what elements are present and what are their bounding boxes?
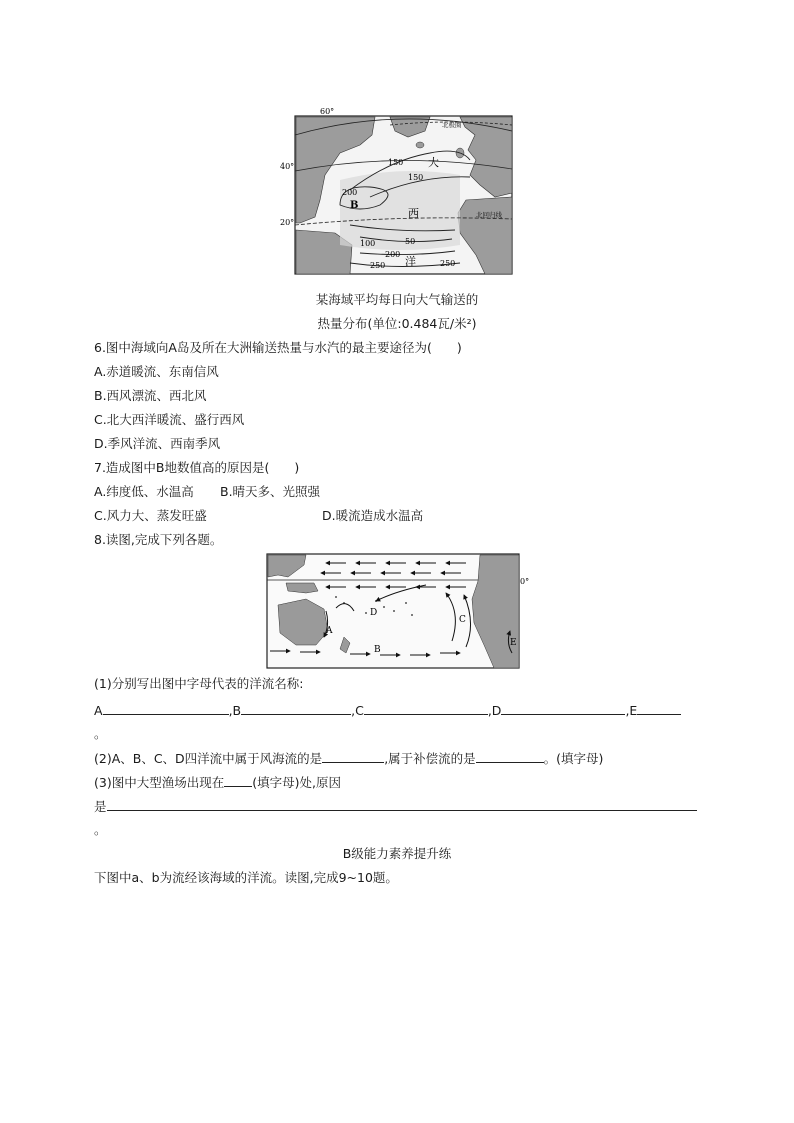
q6-option-d: D.季风洋流、西南季风 <box>94 436 221 451</box>
letter-a: A <box>94 703 103 718</box>
equator-label: 0° <box>520 577 530 586</box>
sub2-text-a: (2)A、B、C、D四洋流中属于风海流的是 <box>94 751 323 766</box>
q6-stem: 6.图中海域向A岛及所在大洲输送热量与水汽的最主要途径为( ) <box>94 340 462 355</box>
lat-label-40: 40° <box>280 162 295 171</box>
region-label: 西 <box>408 207 419 220</box>
contour-label: 200 <box>342 188 358 197</box>
letter-e: ,E <box>625 703 638 718</box>
tropic-label: 北回归线 <box>476 211 502 219</box>
letter-b: ,B <box>228 703 242 718</box>
map-caption-line1: 某海域平均每日向大气输送的 <box>315 292 479 307</box>
contour-label: 250 <box>370 261 386 270</box>
q7-stem: 7.造成图中B地数值高的原因是( ) <box>94 460 300 475</box>
contour-label: 150 <box>388 158 404 167</box>
q8-sub3-period: 。 <box>94 822 107 837</box>
current-label-d: D <box>370 608 378 618</box>
blank-e[interactable] <box>637 702 681 715</box>
contour-label: 50 <box>405 237 416 246</box>
blank-wind-driven[interactable] <box>322 750 384 763</box>
sub2-text-c: 。(填字母) <box>543 751 604 766</box>
sub3-text-b: (填字母)处,原因 <box>252 775 341 790</box>
q8-sub1-period: 。 <box>94 726 107 741</box>
q6-option-b: B.西风漂流、西北风 <box>94 388 207 403</box>
region-label: 大 <box>428 156 439 169</box>
blank-a[interactable] <box>103 702 229 715</box>
current-label-c: C <box>459 615 466 625</box>
q8-sub1-blanks <box>94 702 700 719</box>
sub3-text-a: (3)图中大型渔场出现在 <box>94 775 225 790</box>
q6-option-a: A.赤道暖流、东南信风 <box>94 364 219 379</box>
q8-sub3 <box>94 774 341 791</box>
letter-d: ,D <box>487 703 502 718</box>
contour-label: 150 <box>408 173 424 182</box>
map-caption-line2: 热量分布(单位:0.484瓦/米²) <box>317 316 477 331</box>
sub2-text-b: ,属于补偿流的是 <box>384 751 476 766</box>
q7-option-d: D.暖流造成水温高 <box>322 508 424 523</box>
blank-d[interactable] <box>501 702 625 715</box>
current-label-b: B <box>374 645 381 655</box>
q8-sub3-reason <box>94 798 700 815</box>
q6-option-c: C.北大西洋暖流、盛行西风 <box>94 412 245 427</box>
contour-label: 250 <box>440 259 456 268</box>
map-north-atlantic <box>280 105 520 277</box>
section-intro: 下图中a、b为流经该海域的洋流。读图,完成9~10题。 <box>94 870 398 885</box>
q7-option-b: B.晴天多、光照强 <box>220 484 321 499</box>
letter-c: ,C <box>351 703 364 718</box>
q8-sub2 <box>94 750 603 767</box>
point-label-b: B <box>350 200 359 211</box>
section-title: B级能力素养提升练 <box>342 846 452 861</box>
contour-label: 100 <box>360 239 376 248</box>
blank-c[interactable] <box>364 702 488 715</box>
blank-fishery[interactable] <box>224 774 252 787</box>
blank-b[interactable] <box>241 702 351 715</box>
lat-label-60: 60° <box>320 107 335 116</box>
map-pacific-currents <box>266 553 530 671</box>
arctic-circle-label: 北极圈 <box>442 121 462 129</box>
lat-label-20: 20° <box>280 218 295 227</box>
current-label-a: A <box>326 626 333 636</box>
blank-reason[interactable] <box>107 798 697 811</box>
region-label: 洋 <box>405 255 416 268</box>
blank-compensation[interactable] <box>476 750 544 763</box>
q8-stem: 8.读图,完成下列各题。 <box>94 532 223 547</box>
q7-option-c: C.风力大、蒸发旺盛 <box>94 508 207 523</box>
current-label-e: E <box>510 638 517 648</box>
contour-label: 200 <box>385 250 401 259</box>
q8-sub1: (1)分别写出图中字母代表的洋流名称: <box>94 676 304 691</box>
sub3-text-c: 是 <box>94 799 107 814</box>
q7-option-a: A.纬度低、水温高 <box>94 484 194 499</box>
